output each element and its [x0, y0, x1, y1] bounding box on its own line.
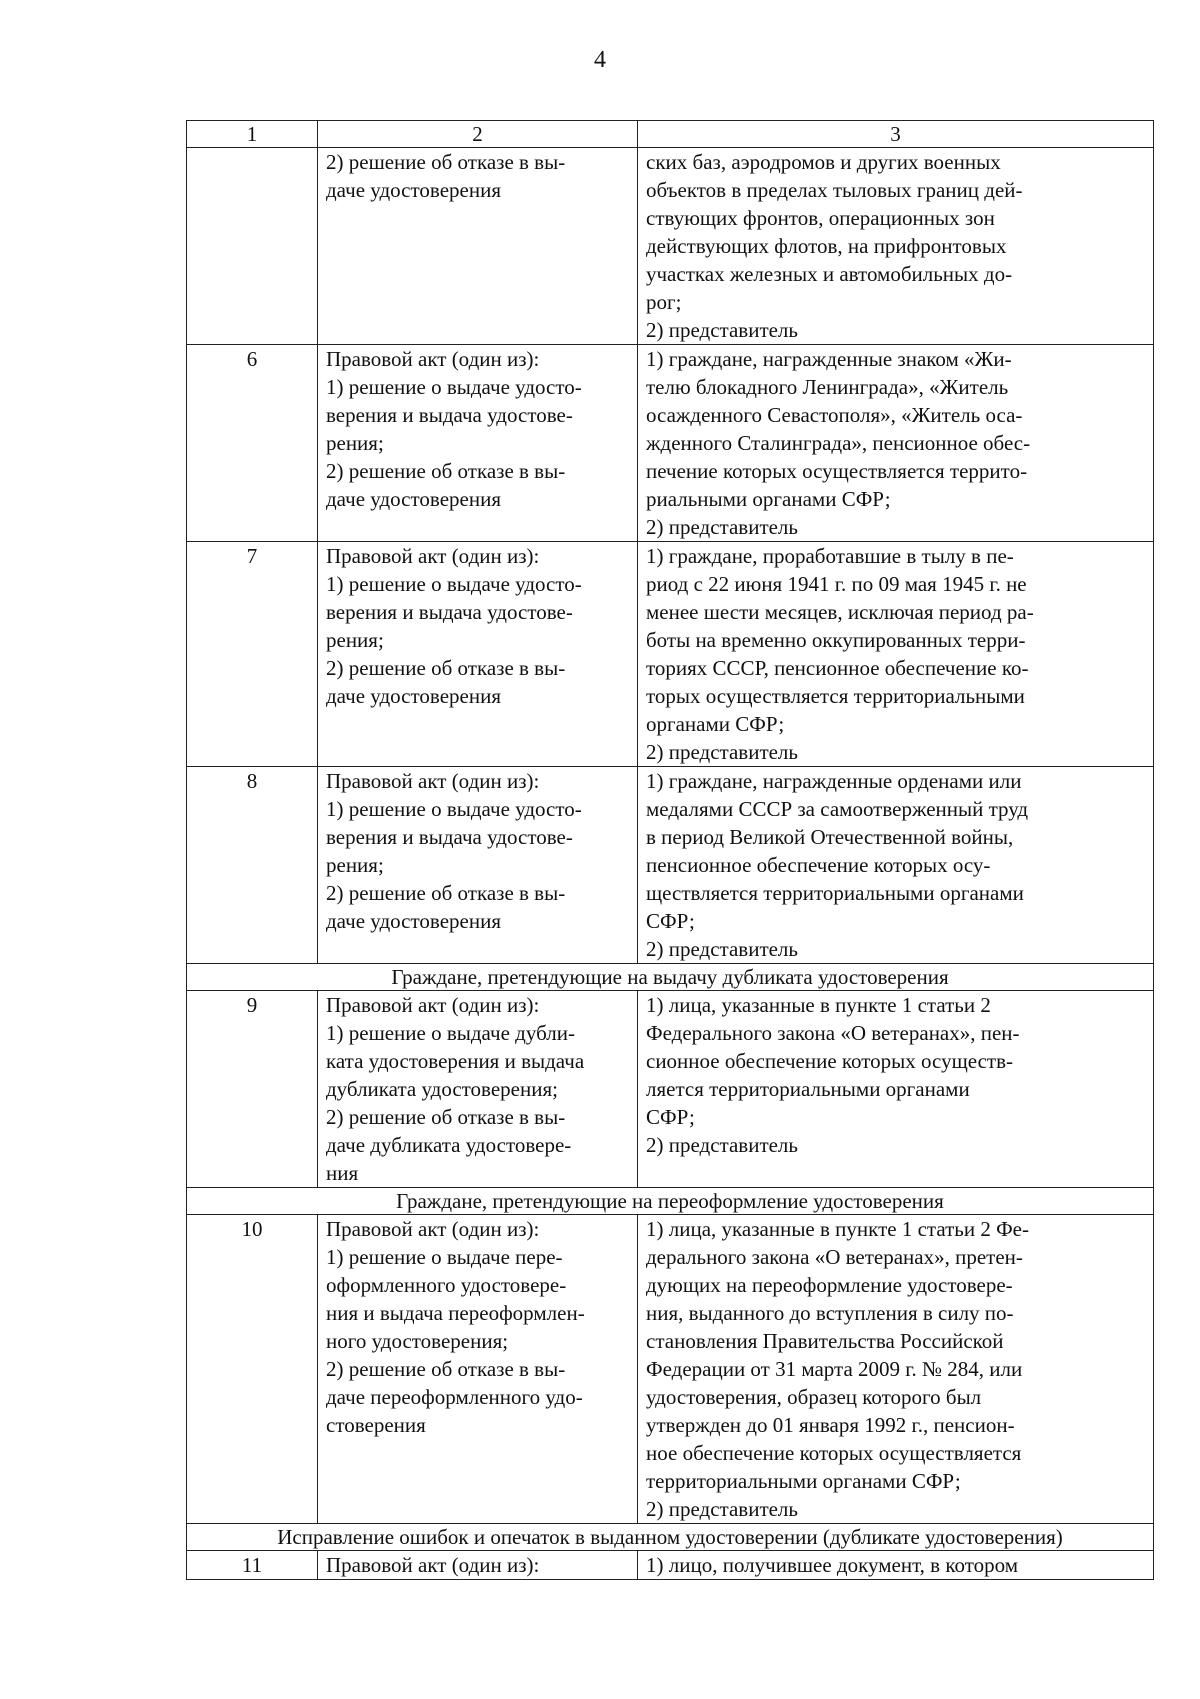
cell-text-line: печение которых осуществляется террито-	[646, 459, 1028, 483]
section-header-row	[187, 1524, 1154, 1551]
row-number	[187, 148, 318, 345]
table-row	[187, 991, 1154, 1188]
cell-text-line: медалями СССР за самоотверженный труд	[646, 797, 1029, 821]
cell-text-line: 2) представитель	[646, 1133, 798, 1157]
cell-text-line: дерального закона «О ветеранах», претен-	[646, 1245, 1023, 1269]
cell-text-line: в период Великой Отечественной войны,	[646, 825, 1014, 849]
table-header-row	[187, 121, 1154, 148]
cell-text-line: территориальными органами СФР;	[646, 1469, 961, 1493]
cell-text-line: 2) представитель	[646, 1497, 798, 1521]
result-cell	[318, 991, 638, 1188]
cell-text-line: телю блокадного Ленинграда», «Житель	[646, 375, 1009, 399]
cell-text-line: 2) представитель	[646, 740, 798, 764]
cell-text-line: ное обеспечение которых осуществляется	[646, 1441, 1022, 1465]
table-row	[187, 148, 1154, 345]
header-col-1: 1	[187, 121, 318, 148]
cell-text-line: даче удостоверения	[326, 487, 501, 511]
row-number: 7	[187, 542, 318, 767]
cell-text-line: ществляется территориальными органами	[646, 881, 1024, 905]
cell-text-line: ствующих фронтов, операционных зон	[646, 206, 995, 230]
cell-text-line: Правовой акт (один из):	[326, 544, 540, 568]
table-row	[187, 1215, 1154, 1524]
cell-text-line: торых осуществляется территориальными	[646, 684, 1025, 708]
cell-text-line: дующих на переоформление удостовере-	[646, 1273, 1013, 1297]
cell-text-line: дубликата удостоверения;	[326, 1077, 558, 1101]
applicants-cell	[638, 1551, 1154, 1580]
result-cell	[318, 148, 638, 345]
cell-text-line: 1) граждане, проработавшие в тылу в пе-	[646, 544, 1014, 568]
cell-text-line: ляется территориальными органами	[646, 1077, 970, 1101]
result-cell	[318, 345, 638, 542]
table-row	[187, 345, 1154, 542]
cell-text-line: 1) решение о выдаче дубли-	[326, 1021, 575, 1045]
cell-text-line: СФР;	[646, 1105, 695, 1129]
section-header-row	[187, 1188, 1154, 1215]
cell-text-line: верения и выдача удостове-	[326, 600, 573, 624]
cell-text-line: органами СФР;	[646, 712, 785, 736]
cell-text-line: оформленного удостовере-	[326, 1273, 567, 1297]
section-title: Граждане, претендующие на переоформление удостоверения	[187, 1188, 1154, 1215]
cell-text-line: риод с 22 июня 1941 г. по 09 мая 1945 г. не	[646, 572, 1027, 596]
applicants-cell	[638, 1215, 1154, 1524]
cell-text-line: 2) решение об отказе в вы-	[326, 656, 566, 680]
cell-text-line: даче удостоверения	[326, 909, 501, 933]
cell-text-line: 2) решение об отказе в вы-	[326, 1105, 566, 1129]
cell-text-line: объектов в пределах тыловых границ дей-	[646, 178, 1023, 202]
cell-text-line: Правовой акт (один из):	[326, 1553, 540, 1577]
row-number: 10	[187, 1215, 318, 1524]
cell-text-line: 2) представитель	[646, 318, 798, 342]
cell-text-line: риальными органами СФР;	[646, 487, 891, 511]
table-row	[187, 767, 1154, 964]
row-number: 9	[187, 991, 318, 1188]
cell-text-line: боты на временно оккупированных терри-	[646, 628, 1026, 652]
section-title: Исправление ошибок и опечаток в выданном удостоверении (дубликате удостоверения)	[187, 1524, 1154, 1551]
cell-text-line: 2) решение об отказе в вы-	[326, 459, 566, 483]
cell-text-line: утвержден до 01 января 1992 г., пенсион-	[646, 1413, 1015, 1437]
cell-text-line: стоверения	[326, 1413, 426, 1437]
cell-text-line: рог;	[646, 290, 682, 314]
result-cell	[318, 1215, 638, 1524]
cell-text-line: сионное обеспечение которых осуществ-	[646, 1049, 1014, 1073]
cell-text-line: 2) решение об отказе в вы-	[326, 1357, 566, 1381]
cell-text-line: ния и выдача переоформлен-	[326, 1301, 585, 1325]
cell-text-line: даче переоформленного удо-	[326, 1385, 583, 1409]
cell-text-line: 1) решение о выдаче удосто-	[326, 572, 582, 596]
header-col-2: 2	[318, 121, 638, 148]
cell-text-line: ских баз, аэродромов и других военных	[646, 150, 1001, 174]
cell-text-line: 1) лица, указанные в пункте 1 статьи 2	[646, 993, 991, 1017]
result-cell	[318, 542, 638, 767]
cell-text-line: 1) лица, указанные в пункте 1 статьи 2 Фе-	[646, 1217, 1029, 1241]
result-cell	[318, 1551, 638, 1580]
cell-text-line: 1) лицо, получившее документ, в котором	[646, 1553, 1018, 1577]
row-number: 6	[187, 345, 318, 542]
cell-text-line: Правовой акт (один из):	[326, 347, 540, 371]
table-row	[187, 542, 1154, 767]
cell-text-line: Правовой акт (один из):	[326, 1217, 540, 1241]
cell-text-line: 1) граждане, награжденные орденами или	[646, 769, 1022, 793]
applicants-cell	[638, 991, 1154, 1188]
cell-text-line: 2) решение об отказе в вы-	[326, 150, 566, 174]
row-number: 8	[187, 767, 318, 964]
cell-text-line: Правовой акт (один из):	[326, 993, 540, 1017]
cell-text-line: 2) представитель	[646, 937, 798, 961]
section-header-row	[187, 964, 1154, 991]
cell-text-line: жденного Сталинграда», пенсионное обес-	[646, 431, 1031, 455]
cell-text-line: 1) решение о выдаче удосто-	[326, 797, 582, 821]
cell-text-line: пенсионное обеспечение которых осу-	[646, 853, 991, 877]
cell-text-line: действующих флотов, на прифронтовых	[646, 234, 1007, 258]
cell-text-line: ториях СССР, пенсионное обеспечение ко-	[646, 656, 1029, 680]
cell-text-line: рения;	[326, 431, 384, 455]
cell-text-line: рения;	[326, 628, 384, 652]
services-table	[186, 120, 1154, 1580]
cell-text-line: верения и выдача удостове-	[326, 403, 573, 427]
applicants-cell	[638, 148, 1154, 345]
applicants-cell	[638, 542, 1154, 767]
cell-text-line: удостоверения, образец которого был	[646, 1385, 982, 1409]
cell-text-line: 1) решение о выдаче пере-	[326, 1245, 563, 1269]
result-cell	[318, 767, 638, 964]
applicants-cell	[638, 345, 1154, 542]
cell-text-line: 1) граждане, награжденные знаком «Жи-	[646, 347, 1012, 371]
cell-text-line: рения;	[326, 853, 384, 877]
page-number: 4	[594, 47, 606, 73]
cell-text-line: ния, выданного до вступления в силу по-	[646, 1301, 1014, 1325]
cell-text-line: Федерального закона «О ветеранах», пен-	[646, 1021, 1020, 1045]
cell-text-line: Федерации от 31 марта 2009 г. № 284, или	[646, 1357, 1023, 1381]
cell-text-line: даче удостоверения	[326, 684, 501, 708]
cell-text-line: 2) представитель	[646, 515, 798, 539]
cell-text-line: участках железных и автомобильных до-	[646, 262, 1013, 286]
cell-text-line: ката удостоверения и выдача	[326, 1049, 585, 1073]
cell-text-line: СФР;	[646, 909, 695, 933]
cell-text-line: Правовой акт (один из):	[326, 769, 540, 793]
cell-text-line: менее шести месяцев, исключая период ра-	[646, 600, 1034, 624]
section-title: Граждане, претендующие на выдачу дубликата удостоверения	[187, 964, 1154, 991]
cell-text-line: 2) решение об отказе в вы-	[326, 881, 566, 905]
cell-text-line: осажденного Севастополя», «Житель оса-	[646, 403, 1023, 427]
cell-text-line: становления Правительства Российской	[646, 1329, 1004, 1353]
cell-text-line: даче удостоверения	[326, 178, 501, 202]
cell-text-line: 1) решение о выдаче удосто-	[326, 375, 582, 399]
cell-text-line: верения и выдача удостове-	[326, 825, 573, 849]
row-number: 11	[187, 1551, 318, 1580]
applicants-cell	[638, 767, 1154, 964]
header-col-3: 3	[638, 121, 1154, 148]
cell-text-line: ния	[326, 1161, 359, 1185]
cell-text-line: ного удостоверения;	[326, 1329, 509, 1353]
table-row	[187, 1551, 1154, 1580]
cell-text-line: даче дубликата удостовере-	[326, 1133, 572, 1157]
